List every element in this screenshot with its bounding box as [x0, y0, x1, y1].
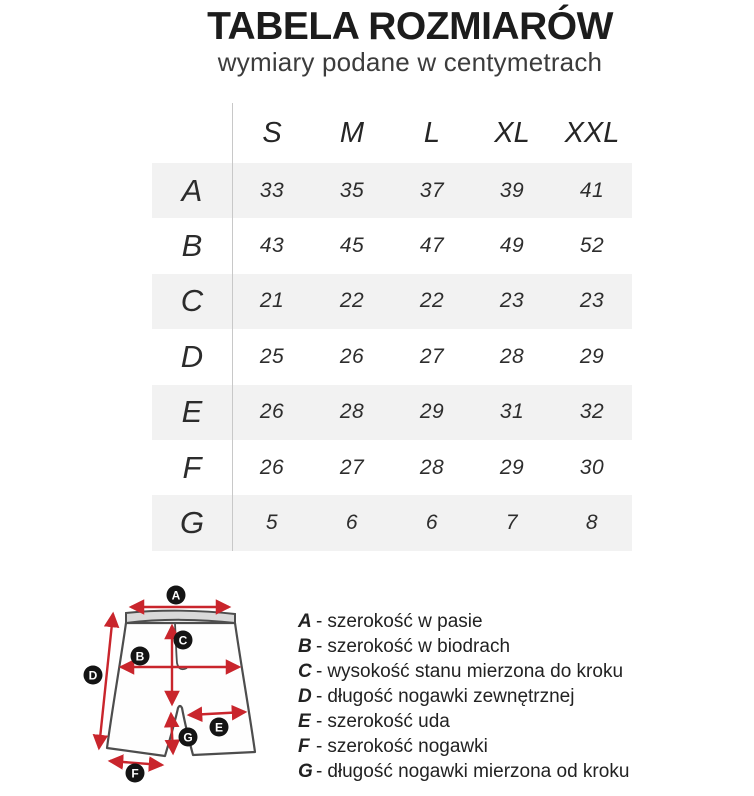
- table-header-row: [152, 103, 632, 163]
- table-cell: 39: [499, 178, 525, 202]
- row-label: D: [180, 338, 204, 374]
- legend-text: szerokość w pasie: [327, 611, 483, 632]
- row-label: F: [182, 449, 202, 485]
- table-cell: 7: [505, 511, 519, 535]
- shorts-measurement-diagram: [75, 585, 270, 796]
- table-cell: 29: [419, 400, 445, 424]
- page-header: [66, 6, 754, 76]
- row-label: G: [179, 505, 205, 541]
- legend-text: długość nogawki mierzona od kroku: [327, 761, 630, 782]
- column-header-l: L: [423, 116, 441, 149]
- table-cell: 45: [339, 234, 365, 258]
- table-row: [152, 218, 632, 273]
- table-cell: 32: [579, 400, 605, 424]
- badge-g: [179, 728, 198, 747]
- page-subtitle: wymiary podane w centymetrach: [217, 47, 603, 77]
- table-cell: 8: [585, 511, 599, 535]
- table-cell: 22: [339, 289, 365, 313]
- svg-text:E: E: [214, 720, 224, 735]
- legend-item-e: [298, 709, 738, 734]
- column-header-s: S: [262, 116, 282, 149]
- legend-separator: -: [316, 636, 323, 657]
- table-row: [152, 440, 632, 495]
- table-cell: 25: [259, 344, 285, 368]
- legend-letter: G: [298, 761, 313, 782]
- legend-separator: -: [316, 736, 323, 757]
- table-cell: 29: [499, 455, 525, 479]
- table-cell: 26: [259, 400, 285, 424]
- legend-text: wysokość stanu mierzona do kroku: [327, 661, 624, 682]
- legend-item-f: [298, 734, 738, 759]
- legend-text: szerokość nogawki: [327, 736, 488, 757]
- legend-separator: -: [316, 611, 323, 632]
- legend-item-g: [298, 759, 738, 784]
- table-cell: 5: [265, 511, 279, 535]
- table-cell: 47: [419, 234, 445, 258]
- table-cell: 27: [419, 344, 445, 368]
- legend-separator: -: [316, 661, 323, 682]
- badge-a: [167, 586, 186, 605]
- table-row: [152, 385, 632, 440]
- table-row: [152, 163, 632, 218]
- column-header-m: M: [339, 116, 365, 149]
- badge-b: [131, 647, 150, 666]
- table-cell: 26: [339, 344, 365, 368]
- svg-text:A: A: [171, 588, 181, 603]
- badge-c: [174, 631, 193, 650]
- table-cell: 27: [339, 455, 365, 479]
- table-cell: 33: [259, 178, 285, 202]
- table-corner-cell: [152, 103, 232, 163]
- svg-text:C: C: [178, 633, 188, 648]
- svg-text:G: G: [183, 730, 193, 745]
- svg-text:F: F: [131, 766, 139, 781]
- badge-e: [210, 718, 229, 737]
- legend-letter: B: [298, 636, 312, 657]
- row-label: B: [181, 228, 203, 264]
- legend-item-d: [298, 684, 738, 709]
- table-row: [152, 495, 632, 550]
- svg-text:B: B: [135, 649, 145, 664]
- table-cell: 52: [579, 234, 605, 258]
- page-title: TABELA ROZMIARÓW: [207, 5, 613, 48]
- legend-separator: -: [316, 711, 323, 732]
- table-cell: 35: [339, 178, 365, 202]
- table-cell: 28: [499, 344, 525, 368]
- legend-letter: F: [298, 736, 310, 757]
- legend-separator: -: [316, 686, 323, 707]
- legend-text: długość nogawki zewnętrznej: [327, 686, 575, 707]
- table-cell: 31: [499, 400, 525, 424]
- legend-item-b: [298, 634, 738, 659]
- legend-text: szerokość uda: [327, 711, 450, 732]
- column-header-xxl: XXL: [564, 116, 620, 149]
- table-cell: 37: [419, 178, 445, 202]
- table-cell: 30: [579, 455, 605, 479]
- table-cell: 23: [499, 289, 525, 313]
- table-cell: 28: [339, 400, 365, 424]
- table-row: [152, 329, 632, 384]
- legend-letter: D: [298, 686, 312, 707]
- badge-d: [84, 666, 103, 685]
- table-cell: 26: [259, 455, 285, 479]
- shorts-waistband: [126, 611, 235, 623]
- legend-letter: A: [298, 611, 312, 632]
- legend-item-c: [298, 659, 738, 684]
- size-table: [152, 103, 632, 551]
- table-row: [152, 274, 632, 329]
- table-cell: 41: [579, 178, 605, 202]
- table-cell: 43: [259, 234, 285, 258]
- legend-letter: C: [298, 661, 312, 682]
- row-label: A: [181, 172, 203, 208]
- legend-separator: -: [316, 761, 323, 782]
- table-column-divider: [232, 103, 233, 551]
- table-cell: 49: [499, 234, 525, 258]
- svg-text:D: D: [88, 668, 98, 683]
- table-cell: 23: [579, 289, 605, 313]
- table-cell: 29: [579, 344, 605, 368]
- table-cell: 21: [259, 289, 285, 313]
- table-cell: 6: [425, 511, 439, 535]
- table-cell: 28: [419, 455, 445, 479]
- row-label: C: [180, 283, 204, 319]
- legend-text: szerokość w biodrach: [327, 636, 511, 657]
- column-header-xl: XL: [494, 116, 530, 149]
- legend-item-a: [298, 609, 738, 634]
- table-cell: 6: [345, 511, 359, 535]
- row-label: E: [181, 394, 203, 430]
- legend-letter: E: [298, 711, 311, 732]
- badge-f: [126, 764, 145, 783]
- measurement-legend: [298, 609, 738, 784]
- table-cell: 22: [419, 289, 445, 313]
